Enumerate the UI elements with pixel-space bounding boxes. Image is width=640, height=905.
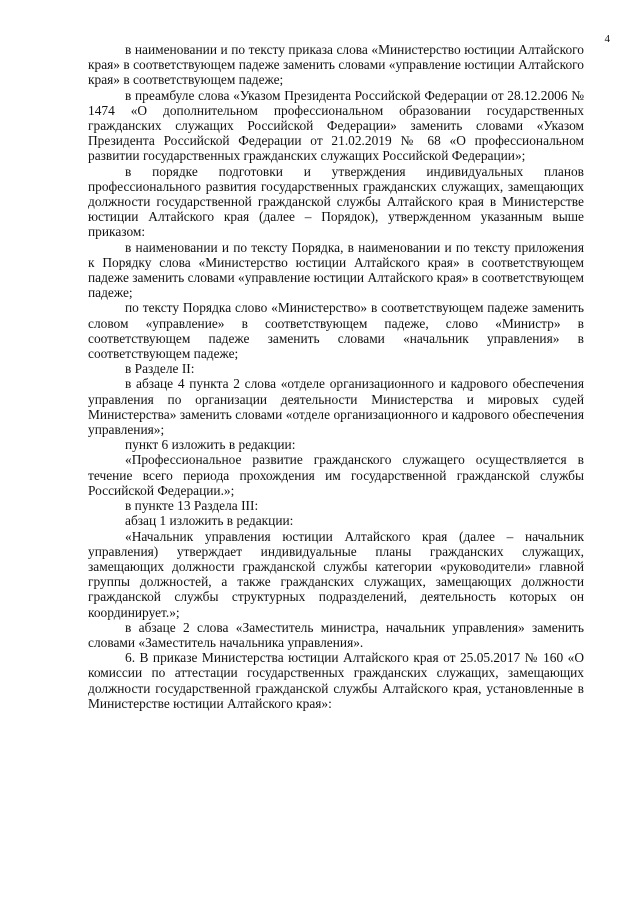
paragraph: в пункте 13 Раздела III: <box>125 498 259 514</box>
paragraph: «Профессиональное развитие гражданского служащего осуществляется в течение всего периода прохождения им государственной гражданской службы Российской Федерации.»; <box>88 452 584 498</box>
paragraph: в наименовании и по тексту приказа слова «Министерство юстиции Алтайского края» в соответствующем падеже заменить словами «управление юстиции Алтайского края» в соответствующем падеже; <box>88 42 584 88</box>
paragraph: в Разделе II: <box>125 361 195 377</box>
page-number: 4 <box>604 33 610 45</box>
document-body <box>88 42 584 711</box>
paragraph: 6. В приказе Министерства юстиции Алтайского края от 25.05.2017 № 160 «О комиссии по аттестации государственных гражданских служащих, замещающих должности государственной гражданской службы Алтайского края, установленные в Министерстве юстиции Алтайского края»: <box>88 650 584 711</box>
paragraph: пункт 6 изложить в редакции: <box>125 437 296 453</box>
paragraph: «Начальник управления юстиции Алтайского края (далее – начальник управления) утверждает индивидуальные планы гражданских служащих, замещающих должности гражданской службы категории «руководители» главной группы должностей, а также гражданских служащих, замещающих должности гражданской службы структурных подразделений, деятельность которых он координирует.»; <box>88 528 584 620</box>
paragraph: в абзаце 2 слова «Заместитель министра, начальник управления» заменить словами «Заместитель начальника управления». <box>88 619 584 650</box>
paragraph: абзац 1 изложить в редакции: <box>125 513 294 529</box>
paragraph: по тексту Порядка слово «Министерство» в соответствующем падеже заменить словом «управление» в соответствующем падеже, слово «Министр» в соответствующем падеже заменить словами «начальник управления» в соответствующем падеже; <box>88 300 584 362</box>
paragraph: в абзаце 4 пункта 2 слова «отделе организационного и кадрового обеспечения управления по организации деятельности Министерства и мировых судей Министерства» заменить словами «отделе организационного и кадрового обеспечения управления»; <box>88 376 584 438</box>
paragraph: в наименовании и по тексту Порядка, в наименовании и по тексту приложения к Порядку слова «Министерство юстиции Алтайского края» в соответствующем падеже заменить словами «управление юстиции Алтайского края» в соответствующем падеже; <box>88 239 584 301</box>
paragraph: в преамбуле слова «Указом Президента Российской Федерации от 28.12.2006 № 1474 «О дополнительном профессиональном образовании государственных гражданских служащих Российской Федерации» заменить словами «Указом Президента Российской Федерации от 21.02.2019 № 68 «О профессиональном развитии государственных гражданских служащих Российской Федерации»; <box>88 87 584 164</box>
paragraph: в порядке подготовки и утверждения индивидуальных планов профессионального развития государственных гражданских служащих, замещающих должности государственной гражданской службы Алтайского края в Министерстве юстиции Алтайского края (далее – Порядок), утвержденном указанным выше приказом: <box>88 163 584 240</box>
